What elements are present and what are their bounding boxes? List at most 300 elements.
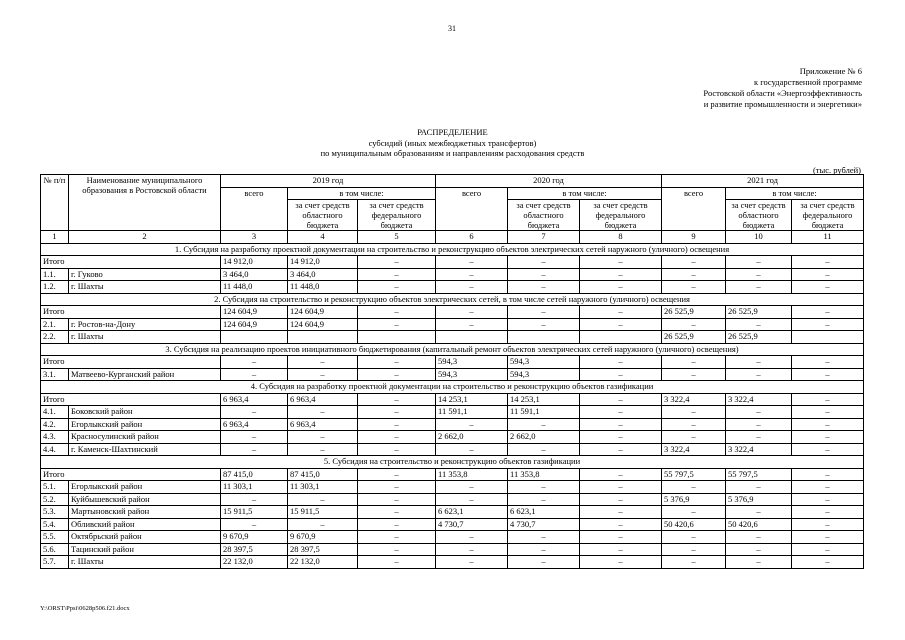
value-cell: 14 912,0 (221, 256, 288, 269)
value-cell: 6 623,1 (508, 506, 580, 519)
value-cell: 11 448,0 (288, 281, 358, 294)
header-federal: за счет средств федерального бюджета (580, 200, 662, 231)
value-cell: – (436, 318, 508, 331)
value-cell: – (580, 506, 662, 519)
value-cell: – (221, 493, 288, 506)
value-cell: – (580, 531, 662, 544)
value-cell: – (288, 493, 358, 506)
header-federal: за счет средств федерального бюджета (792, 200, 864, 231)
value-cell: – (580, 443, 662, 456)
value-cell: – (358, 468, 436, 481)
value-cell: – (726, 531, 792, 544)
section-title: 5. Субсидия на строительство и реконструкцию объектов газификации (41, 456, 864, 469)
total-label: Итого (41, 393, 221, 406)
total-label: Итого (41, 356, 221, 369)
value-cell: 50 420,6 (662, 518, 726, 531)
value-cell: – (436, 418, 508, 431)
municipality-name: Октябрьский район (69, 531, 221, 544)
header-year: 2020 год (436, 175, 662, 188)
table-row (41, 331, 864, 344)
value-cell: – (580, 393, 662, 406)
municipality-name: Егорлыкский район (69, 481, 221, 494)
value-cell: – (580, 481, 662, 494)
row-number: 2.2. (41, 331, 69, 344)
value-cell: – (726, 431, 792, 444)
col-number: 6 (436, 231, 508, 244)
table-row (41, 531, 864, 544)
table-row (41, 268, 864, 281)
value-cell: – (792, 281, 864, 294)
header-regional: за счет средств областного бюджета (288, 200, 358, 231)
value-cell: – (358, 543, 436, 556)
value-cell: – (508, 481, 580, 494)
header-incl: в том числе: (508, 187, 662, 200)
col-number: 2 (69, 231, 221, 244)
value-cell: 11 303,1 (221, 481, 288, 494)
value-cell: – (792, 468, 864, 481)
value-cell: – (662, 531, 726, 544)
value-cell: 15 911,5 (288, 506, 358, 519)
value-cell: – (580, 543, 662, 556)
value-cell: – (792, 481, 864, 494)
section-row (41, 343, 864, 356)
table-row (41, 481, 864, 494)
value-cell: – (792, 418, 864, 431)
value-cell: – (662, 256, 726, 269)
value-cell: – (792, 268, 864, 281)
value-cell: – (358, 406, 436, 419)
value-cell: – (358, 268, 436, 281)
value-cell: 3 464,0 (288, 268, 358, 281)
value-cell: 11 303,1 (288, 481, 358, 494)
appendix-note (703, 66, 862, 110)
value-cell: – (358, 356, 436, 369)
municipality-name: г. Шахты (69, 281, 221, 294)
row-number: 4.3. (41, 431, 69, 444)
value-cell: 26 525,9 (662, 306, 726, 319)
header-total: всего (662, 187, 726, 231)
value-cell: 22 132,0 (221, 556, 288, 569)
value-cell: – (358, 556, 436, 569)
value-cell: – (580, 256, 662, 269)
value-cell: – (508, 493, 580, 506)
value-cell: 6 623,1 (436, 506, 508, 519)
table-row (41, 556, 864, 569)
row-number: 1.1. (41, 268, 69, 281)
row-number: 1.2. (41, 281, 69, 294)
value-cell: 124 604,9 (288, 306, 358, 319)
section-row (41, 243, 864, 256)
value-cell: – (662, 418, 726, 431)
municipality-name: г. Шахты (69, 556, 221, 569)
value-cell: – (358, 306, 436, 319)
document-title (0, 127, 905, 159)
value-cell: 50 420,6 (726, 518, 792, 531)
value-cell: 3 322,4 (726, 393, 792, 406)
total-row (41, 356, 864, 369)
value-cell: 2 662,0 (436, 431, 508, 444)
value-cell: – (792, 556, 864, 569)
value-cell (288, 331, 358, 344)
value-cell: 26 525,9 (726, 306, 792, 319)
value-cell: – (792, 368, 864, 381)
table-row (41, 506, 864, 519)
value-cell: 594,3 (508, 356, 580, 369)
value-cell: 124 604,9 (288, 318, 358, 331)
col-number: 5 (358, 231, 436, 244)
table-row (41, 543, 864, 556)
col-number: 1 (41, 231, 69, 244)
value-cell: – (436, 481, 508, 494)
col-number: 4 (288, 231, 358, 244)
value-cell: – (792, 506, 864, 519)
value-cell (221, 331, 288, 344)
title-line: РАСПРЕДЕЛЕНИЕ (417, 127, 488, 137)
municipality-name: Боковский район (69, 406, 221, 419)
value-cell: 9 670,9 (221, 531, 288, 544)
row-number: 4.2. (41, 418, 69, 431)
value-cell: – (436, 443, 508, 456)
appendix-line: к государственной программе (753, 77, 862, 87)
header-total: всего (221, 187, 288, 231)
value-cell: – (792, 256, 864, 269)
value-cell: – (358, 531, 436, 544)
row-number: 2.1. (41, 318, 69, 331)
col-number: 10 (726, 231, 792, 244)
value-cell: – (221, 406, 288, 419)
value-cell: – (436, 543, 508, 556)
value-cell: – (358, 318, 436, 331)
value-cell: – (288, 518, 358, 531)
value-cell: – (358, 393, 436, 406)
value-cell: – (358, 481, 436, 494)
value-cell (792, 331, 864, 344)
file-path-footer: Y:\ORST\Ppsi\0628p506.f21.docx (40, 605, 130, 612)
value-cell: – (726, 256, 792, 269)
value-cell: – (792, 531, 864, 544)
value-cell: 6 963,4 (221, 393, 288, 406)
value-cell: – (792, 306, 864, 319)
value-cell: – (726, 281, 792, 294)
header-regional: за счет средств областного бюджета (726, 200, 792, 231)
appendix-line: и развитие промышленности и энергетики» (703, 99, 862, 109)
value-cell: – (358, 431, 436, 444)
value-cell: 3 322,4 (662, 393, 726, 406)
value-cell: – (288, 431, 358, 444)
section-title: 3. Субсидия на реализацию проектов инициативного бюджетирования (капитальный ремонт объектов электрических сетей наружного (уличного) освещения) (41, 343, 864, 356)
value-cell: – (580, 418, 662, 431)
value-cell: 11 353,8 (508, 468, 580, 481)
row-number: 5.3. (41, 506, 69, 519)
value-cell: 6 963,4 (288, 393, 358, 406)
value-cell: – (662, 318, 726, 331)
value-cell: – (436, 281, 508, 294)
value-cell: – (580, 556, 662, 569)
header-name: Наименование муниципального образования в Ростовской области (69, 175, 221, 231)
table-row (41, 368, 864, 381)
value-cell (436, 331, 508, 344)
value-cell: – (662, 543, 726, 556)
value-cell: 3 322,4 (662, 443, 726, 456)
value-cell: – (436, 493, 508, 506)
value-cell: 14 253,1 (508, 393, 580, 406)
value-cell: 5 376,9 (662, 493, 726, 506)
value-cell: – (792, 431, 864, 444)
value-cell: 5 376,9 (726, 493, 792, 506)
value-cell: – (792, 393, 864, 406)
value-cell: – (726, 543, 792, 556)
municipality-name: Матвеево-Курганский район (69, 368, 221, 381)
value-cell: – (288, 368, 358, 381)
value-cell: – (726, 368, 792, 381)
municipality-name: г. Ростов-на-Дону (69, 318, 221, 331)
value-cell: – (580, 518, 662, 531)
row-number: 5.7. (41, 556, 69, 569)
row-number: 5.5. (41, 531, 69, 544)
value-cell: – (436, 256, 508, 269)
value-cell: – (508, 543, 580, 556)
row-number: 5.6. (41, 543, 69, 556)
municipality-name: Куйбышевский район (69, 493, 221, 506)
total-row (41, 306, 864, 319)
value-cell: 2 662,0 (508, 431, 580, 444)
value-cell: – (726, 506, 792, 519)
total-row (41, 468, 864, 481)
row-number: 5.4. (41, 518, 69, 531)
value-cell: 4 730,7 (508, 518, 580, 531)
value-cell: 6 963,4 (288, 418, 358, 431)
value-cell: 55 797,5 (726, 468, 792, 481)
value-cell: – (662, 556, 726, 569)
value-cell: – (662, 268, 726, 281)
value-cell: – (726, 406, 792, 419)
section-row (41, 456, 864, 469)
section-row (41, 381, 864, 394)
header-row (41, 175, 864, 188)
value-cell: 11 591,1 (508, 406, 580, 419)
value-cell: – (358, 418, 436, 431)
value-cell: 87 415,0 (288, 468, 358, 481)
value-cell: 11 448,0 (221, 281, 288, 294)
column-number-row (41, 231, 864, 244)
header-incl: в том числе: (288, 187, 436, 200)
table-row (41, 281, 864, 294)
value-cell: – (221, 368, 288, 381)
title-line: по муниципальным образованиям и направлениям расходования средств (320, 148, 585, 158)
value-cell: – (221, 518, 288, 531)
value-cell: – (288, 443, 358, 456)
units-label: (тыс. рублей) (812, 165, 861, 175)
total-label: Итого (41, 468, 221, 481)
value-cell: 11 591,1 (436, 406, 508, 419)
value-cell: 594,3 (436, 368, 508, 381)
value-cell: – (508, 318, 580, 331)
table-row (41, 406, 864, 419)
col-number: 11 (792, 231, 864, 244)
table-row (41, 431, 864, 444)
value-cell: 9 670,9 (288, 531, 358, 544)
value-cell: – (508, 306, 580, 319)
value-cell: – (726, 268, 792, 281)
value-cell: – (508, 418, 580, 431)
value-cell: – (288, 356, 358, 369)
value-cell: – (358, 256, 436, 269)
value-cell: – (662, 368, 726, 381)
row-number: 5.2. (41, 493, 69, 506)
col-number: 9 (662, 231, 726, 244)
total-row (41, 256, 864, 269)
value-cell: – (792, 543, 864, 556)
table-row (41, 443, 864, 456)
value-cell: – (662, 281, 726, 294)
value-cell: – (436, 531, 508, 544)
row-number: 5.1. (41, 481, 69, 494)
total-label: Итого (41, 306, 221, 319)
value-cell: – (358, 518, 436, 531)
table-row (41, 418, 864, 431)
value-cell: 28 397,5 (221, 543, 288, 556)
appendix-line: Приложение № 6 (799, 66, 862, 76)
value-cell: – (508, 268, 580, 281)
value-cell: – (792, 493, 864, 506)
value-cell: 26 525,9 (726, 331, 792, 344)
header-year: 2021 год (662, 175, 864, 188)
page-number: 31 (448, 24, 456, 33)
value-cell: – (221, 431, 288, 444)
value-cell: – (508, 531, 580, 544)
value-cell: – (508, 281, 580, 294)
value-cell: – (436, 268, 508, 281)
value-cell: – (580, 368, 662, 381)
value-cell: – (726, 418, 792, 431)
row-number: 4.1. (41, 406, 69, 419)
value-cell: – (580, 306, 662, 319)
value-cell: 594,3 (436, 356, 508, 369)
municipality-name: Егорлыкский район (69, 418, 221, 431)
value-cell: – (792, 406, 864, 419)
municipality-name: Обливский район (69, 518, 221, 531)
col-number: 8 (580, 231, 662, 244)
value-cell: 3 464,0 (221, 268, 288, 281)
value-cell: – (792, 443, 864, 456)
value-cell: – (221, 356, 288, 369)
value-cell: 124 604,9 (221, 306, 288, 319)
value-cell: – (288, 406, 358, 419)
value-cell: – (662, 356, 726, 369)
value-cell: – (436, 556, 508, 569)
municipality-name: г. Гуково (69, 268, 221, 281)
value-cell: 3 322,4 (726, 443, 792, 456)
section-title: 2. Субсидия на строительство и реконструкцию объектов электрических сетей, в том числе сетей наружного (уличного) освещения (41, 293, 864, 306)
value-cell: – (358, 506, 436, 519)
row-number: 3.1. (41, 368, 69, 381)
value-cell: – (662, 431, 726, 444)
title-line: субсидий (иных межбюджетных трансфертов) (368, 137, 537, 148)
municipality-name: Красносулинский район (69, 431, 221, 444)
value-cell: – (662, 506, 726, 519)
total-label: Итого (41, 256, 221, 269)
value-cell: – (358, 368, 436, 381)
value-cell: 124 604,9 (221, 318, 288, 331)
value-cell: – (726, 356, 792, 369)
section-row (41, 293, 864, 306)
value-cell: 594,3 (508, 368, 580, 381)
table-row (41, 318, 864, 331)
header-total: всего (436, 187, 508, 231)
value-cell: 26 525,9 (662, 331, 726, 344)
value-cell: 22 132,0 (288, 556, 358, 569)
value-cell: – (508, 256, 580, 269)
value-cell: 55 797,5 (662, 468, 726, 481)
table-row (41, 518, 864, 531)
value-cell: – (580, 318, 662, 331)
value-cell: 11 353,8 (436, 468, 508, 481)
col-number: 3 (221, 231, 288, 244)
municipality-name: Мартыновский район (69, 506, 221, 519)
header-num: № п/п (41, 175, 69, 231)
section-title: 1. Субсидия на разработку проектной документации на строительство и реконструкцию объектов электрических сетей наружного (уличного) освещения (41, 243, 864, 256)
section-title: 4. Субсидия на разработку проектной документации на строительство и реконструкцию объектов газификации (41, 381, 864, 394)
value-cell: – (580, 468, 662, 481)
municipality-name: г. Каменск-Шахтинский (69, 443, 221, 456)
table-row (41, 493, 864, 506)
value-cell: – (358, 443, 436, 456)
municipality-name: Тацинский район (69, 543, 221, 556)
value-cell: – (508, 443, 580, 456)
header-regional: за счет средств областного бюджета (508, 200, 580, 231)
municipality-name: г. Шахты (69, 331, 221, 344)
value-cell: – (726, 481, 792, 494)
value-cell: – (436, 306, 508, 319)
value-cell: – (580, 493, 662, 506)
value-cell: – (508, 556, 580, 569)
value-cell: – (358, 281, 436, 294)
value-cell (580, 331, 662, 344)
value-cell: – (580, 406, 662, 419)
value-cell: 6 963,4 (221, 418, 288, 431)
total-row (41, 393, 864, 406)
value-cell: – (358, 493, 436, 506)
value-cell: – (792, 518, 864, 531)
header-year: 2019 год (221, 175, 436, 188)
value-cell: 14 253,1 (436, 393, 508, 406)
value-cell: 15 911,5 (221, 506, 288, 519)
col-number: 7 (508, 231, 580, 244)
value-cell: – (580, 268, 662, 281)
value-cell: – (792, 318, 864, 331)
value-cell (358, 331, 436, 344)
distribution-table (40, 174, 864, 569)
value-cell: 28 397,5 (288, 543, 358, 556)
row-number: 4.4. (41, 443, 69, 456)
value-cell: – (580, 281, 662, 294)
value-cell: – (580, 431, 662, 444)
value-cell: – (662, 481, 726, 494)
value-cell: – (726, 318, 792, 331)
value-cell: 14 912,0 (288, 256, 358, 269)
value-cell: 87 415,0 (221, 468, 288, 481)
header-federal: за счет средств федерального бюджета (358, 200, 436, 231)
appendix-line: Ростовской области «Энергоэффективность (703, 88, 862, 98)
value-cell: – (792, 356, 864, 369)
value-cell: – (662, 406, 726, 419)
value-cell (508, 331, 580, 344)
header-incl: в том числе: (726, 187, 864, 200)
value-cell: – (221, 443, 288, 456)
value-cell: 4 730,7 (436, 518, 508, 531)
value-cell: – (580, 356, 662, 369)
value-cell: – (726, 556, 792, 569)
